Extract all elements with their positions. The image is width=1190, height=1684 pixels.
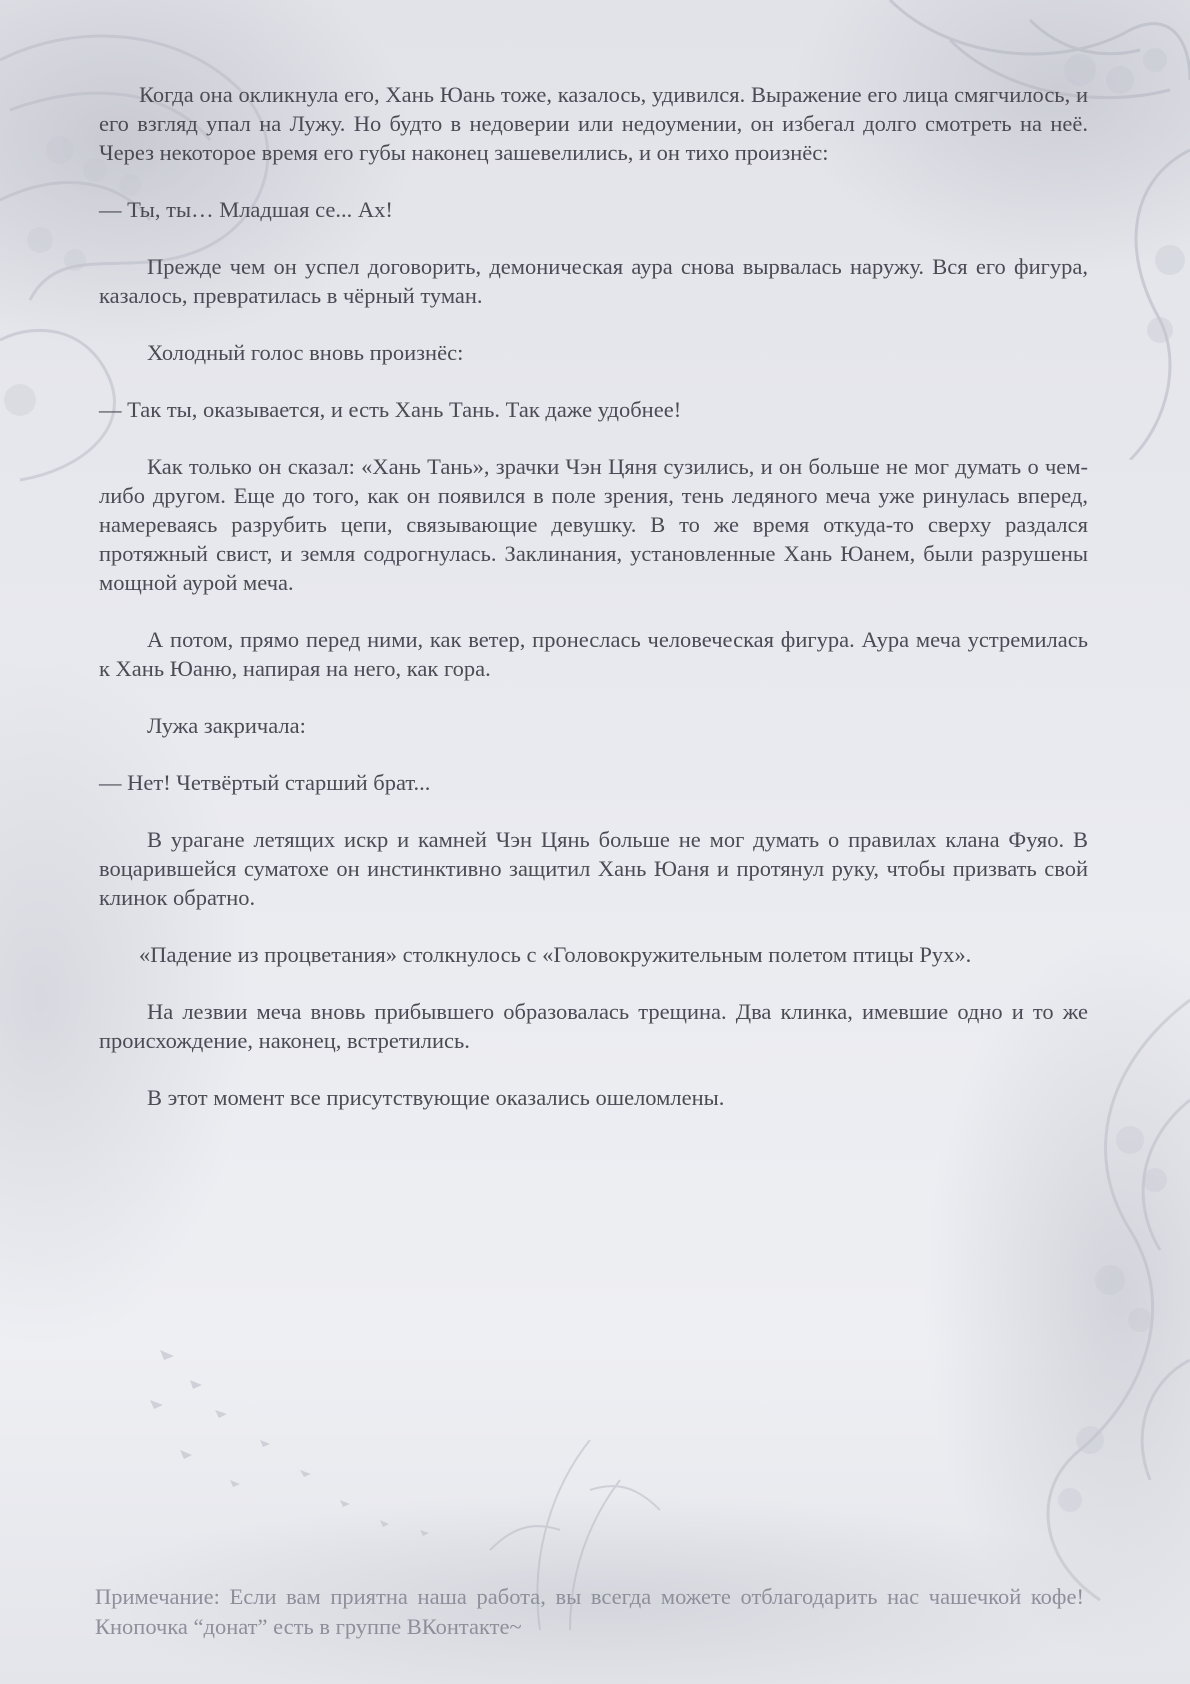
- paragraph: Когда она окликнула его, Хань Юань тоже, казалось, удивился. Выражение его лица смягчилось, и его взгляд упал на Лужу. Но будто в недоверии или недоумении, он избегал долго смотреть на неё. Через некоторое время его губы наконец зашевелились, и он тихо произнёс:: [99, 82, 1088, 165]
- paragraph: Прежде чем он успел договорить, демоническая аура снова вырвалась наружу. Вся его фигура, казалось, превратилась в чёрный туман.: [99, 254, 1088, 308]
- dialogue-line: — Так ты, оказывается, и есть Хань Тань. Так даже удобнее!: [99, 397, 682, 422]
- dialogue-line: — Ты, ты… Младшая се... Ах!: [99, 197, 393, 222]
- translator-note: Примечание: Если вам приятна наша работа, вы всегда можете отблагодарить нас чашечкой кофе! Кнопочка “донат” есть в группе ВКонтакте~: [95, 1584, 1084, 1639]
- paragraph: В этот момент все присутствующие оказались ошеломлены.: [147, 1085, 725, 1110]
- dialogue-line: — Нет! Четвёртый старший брат...: [99, 770, 431, 795]
- paragraph: «Падение из процветания» столкнулось с «Головокружительным полетом птицы Рух».: [139, 942, 972, 967]
- paragraph: А потом, прямо перед ними, как ветер, пронеслась человеческая фигура. Аура меча устремилась к Хань Юаню, напирая на него, как гора.: [99, 627, 1088, 681]
- paragraph: Лужа закричала:: [147, 713, 306, 738]
- paragraph: Как только он сказал: «Хань Тань», зрачки Чэн Цяня сузились, и он больше не мог думать о чем-либо другом. Еще до того, как он появился в поле зрения, тень ледяного меча уже ринулась вперед, намереваясь разрубить цепи, связывающие девушку. В то же время откуда-то сверху раздался протяжный свист, и земля содрогнулась. Заклинания, установленные Хань Юанем, были разрушены мощной аурой меча.: [99, 454, 1088, 595]
- paragraph: В урагане летящих искр и камней Чэн Цянь больше не мог думать о правилах клана Фуяо. В воцарившейся суматохе он инстинктивно защитил Хань Юаня и протянул руку, чтобы призвать свой клинок обратно.: [99, 827, 1088, 910]
- paragraph: Холодный голос вновь произнёс:: [147, 340, 464, 365]
- paragraph: На лезвии меча вновь прибывшего образовалась трещина. Два клинка, имевшие одно и то же происхождение, наконец, встретились.: [99, 999, 1088, 1053]
- chapter-text: [99, 80, 1088, 1140]
